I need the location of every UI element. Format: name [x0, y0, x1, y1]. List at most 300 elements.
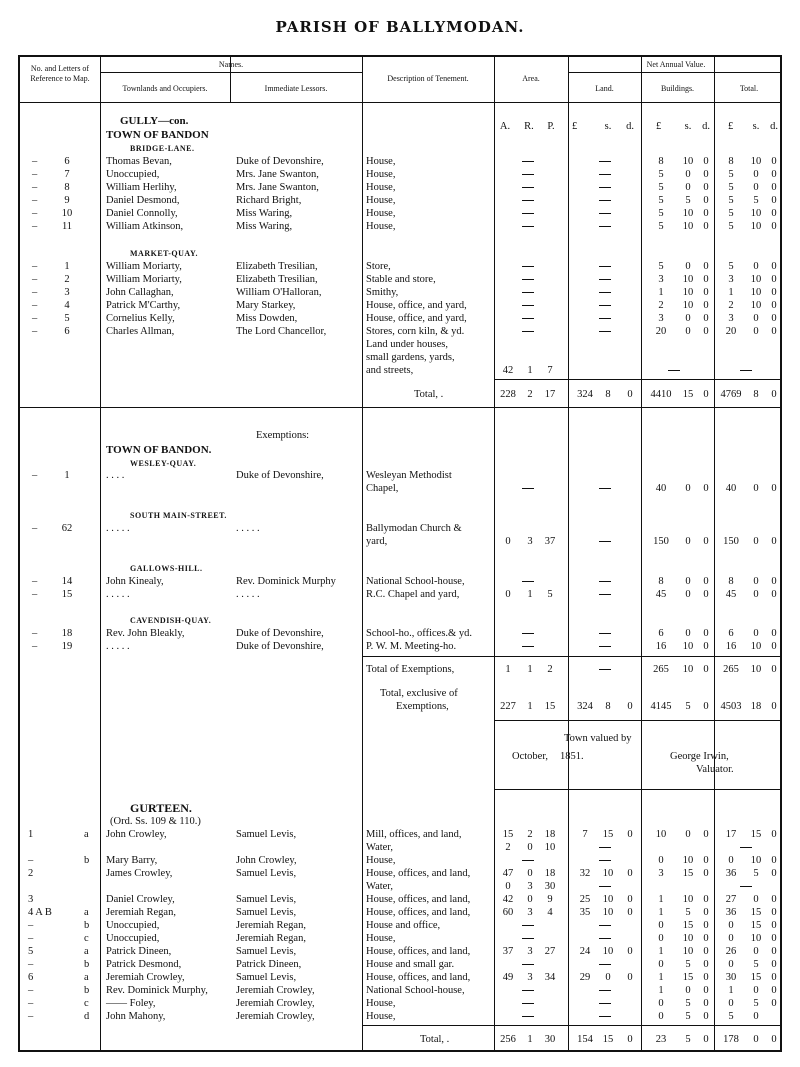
occupier: William Herlihy,	[106, 182, 177, 193]
valuer-role: Valuator.	[696, 764, 734, 775]
total-shillings: 0	[753, 985, 759, 996]
ref-number: 6	[64, 326, 70, 337]
lessor: Jeremiah Crowley,	[236, 1011, 315, 1022]
table-row	[20, 893, 784, 906]
dash-mark	[522, 646, 534, 647]
occupier: Jeremiah Crowley,	[106, 972, 185, 983]
buildings-pence: 0	[703, 300, 709, 311]
row-rule	[362, 656, 780, 657]
dash-mark	[522, 279, 534, 280]
land-pounds: 324	[577, 389, 593, 400]
total-shillings: 0	[753, 483, 759, 494]
total-shillings: 10	[750, 300, 762, 311]
table-row	[20, 535, 784, 548]
ref-number: –	[28, 1011, 34, 1022]
land-shillings: 10	[602, 907, 614, 918]
dash-mark	[522, 633, 534, 634]
buildings-pounds: 1	[658, 985, 664, 996]
land-pence: 0	[627, 894, 633, 905]
ref-dash: –	[32, 300, 38, 311]
area-shillings: 3	[527, 972, 533, 983]
table-row	[20, 997, 784, 1010]
ref-dash: –	[32, 156, 38, 167]
total-unit-shillings: s.	[752, 121, 760, 132]
land-dash	[572, 997, 638, 1010]
total-pence: 0	[771, 959, 777, 970]
total-pence: 0	[771, 868, 777, 879]
total-label: Total of Exemptions,	[366, 664, 455, 675]
dash-mark	[599, 1016, 611, 1017]
lessor: Jeremiah Regan,	[236, 933, 306, 944]
area-pence: 18	[544, 868, 556, 879]
section-title	[20, 802, 784, 815]
ref-letter: b	[84, 959, 90, 970]
ref-letter: a	[84, 972, 89, 983]
south-main-street-heading: SOUTH MAIN-STREET.	[130, 511, 227, 520]
buildings-pence: 0	[703, 829, 709, 840]
header-names: Names.	[218, 60, 244, 69]
total-pounds: 265	[723, 664, 739, 675]
total-pounds: 36	[725, 868, 737, 879]
buildings-pence: 0	[703, 641, 709, 652]
total-shillings: 5	[753, 959, 759, 970]
area-dash	[496, 854, 560, 867]
land-dash	[572, 841, 638, 854]
town-heading	[20, 129, 784, 142]
total-unit-pence: d.	[770, 121, 778, 132]
total-pence: 0	[771, 641, 777, 652]
area-pounds: 60	[502, 907, 514, 918]
buildings-shillings: 0	[685, 829, 691, 840]
land-dash	[572, 880, 638, 893]
land-dash	[572, 854, 638, 867]
table-row	[20, 971, 784, 984]
land-unit-pence: d.	[626, 121, 634, 132]
cavendish-quay-heading: CAVENDISH-QUAY.	[130, 616, 212, 625]
lessor: Richard Bright,	[236, 195, 302, 206]
area-pounds: 228	[500, 389, 516, 400]
total-row	[20, 1033, 784, 1046]
dash-mark	[522, 305, 534, 306]
total-shillings: 10	[750, 641, 762, 652]
ref-dash: –	[32, 313, 38, 324]
buildings-pounds: 5	[658, 195, 664, 206]
land-dash	[572, 919, 638, 932]
occupier: —— Foley,	[106, 998, 156, 1009]
total-pounds: 8	[728, 156, 734, 167]
land-shillings: 8	[605, 389, 611, 400]
ref-number: 6	[28, 972, 34, 983]
dash-mark	[599, 174, 611, 175]
area-dash	[496, 627, 560, 640]
occupier: Unoccupied,	[106, 169, 160, 180]
land-pence: 0	[627, 868, 633, 879]
buildings-pence: 0	[703, 933, 709, 944]
lessor: Mrs. Jane Swanton,	[236, 182, 319, 193]
total-pence: 0	[771, 664, 777, 675]
table-row	[20, 325, 784, 338]
land-dash	[572, 588, 638, 601]
lessor: Samuel Levis,	[236, 972, 297, 983]
ref-number: 4	[64, 300, 70, 311]
ref-dash: –	[32, 195, 38, 206]
buildings-pounds: 8	[658, 156, 664, 167]
land-dash	[572, 958, 638, 971]
total-row	[20, 663, 784, 676]
dash-mark	[522, 990, 534, 991]
table-row	[20, 207, 784, 220]
buildings-pence: 0	[703, 855, 709, 866]
description: Store,	[366, 261, 391, 272]
dash-mark	[599, 646, 611, 647]
header-area: Area.	[522, 74, 540, 83]
dash-mark	[522, 187, 534, 188]
ref-number: 62	[61, 523, 73, 534]
total-pounds: 20	[725, 326, 737, 337]
table-row	[20, 338, 784, 351]
ref-number: 1	[64, 470, 70, 481]
total-pence: 0	[771, 1034, 777, 1045]
area-pence: 7	[547, 365, 553, 376]
total-pounds: 40	[725, 483, 737, 494]
table-row	[20, 312, 784, 325]
header-net-annual-value: Net Annual Value.	[646, 60, 706, 69]
ref-number: 3	[64, 287, 70, 298]
buildings-pence: 0	[703, 701, 709, 712]
area-dash	[496, 220, 560, 233]
buildings-pounds: 4145	[650, 701, 672, 712]
table-row	[20, 286, 784, 299]
buildings-shillings: 5	[685, 959, 691, 970]
ref-number: 19	[61, 641, 73, 652]
table-row	[20, 351, 784, 364]
buildings-pence: 0	[703, 1034, 709, 1045]
lessor: Miss Waring,	[236, 221, 293, 232]
dash-mark	[522, 1016, 534, 1017]
occupier: Rev. Dominick Murphy,	[106, 985, 208, 996]
ref-letter: a	[84, 907, 89, 918]
table-row	[20, 194, 784, 207]
street-heading	[20, 509, 784, 522]
buildings-pence: 0	[703, 169, 709, 180]
buildings-pounds: 2	[658, 300, 664, 311]
table-row	[20, 260, 784, 273]
ref-number: 1	[28, 829, 34, 840]
buildings-pence: 0	[703, 959, 709, 970]
total-pounds: 0	[728, 998, 734, 1009]
total-pence: 0	[771, 274, 777, 285]
buildings-pounds: 265	[653, 664, 669, 675]
dash-mark	[599, 925, 611, 926]
buildings-pence: 0	[703, 208, 709, 219]
buildings-shillings: 5	[685, 998, 691, 1009]
buildings-pounds: 0	[658, 1011, 664, 1022]
area-pounds: 47	[502, 868, 514, 879]
buildings-pence: 0	[703, 946, 709, 957]
total-shillings: 10	[750, 274, 762, 285]
description: Smithy,	[366, 287, 399, 298]
area-dash	[496, 919, 560, 932]
land-pounds: 24	[579, 946, 591, 957]
dash-mark	[522, 226, 534, 227]
description: House,	[366, 169, 396, 180]
area-dash	[496, 168, 560, 181]
total-dash	[716, 364, 776, 377]
total-pence: 0	[771, 208, 777, 219]
occupier: Patrick Dineen,	[106, 946, 172, 957]
buildings-pence: 0	[703, 536, 709, 547]
total-shillings: 10	[750, 156, 762, 167]
lessor: . . . . .	[236, 523, 260, 534]
ref-number: –	[28, 998, 34, 1009]
description: House and office,	[366, 920, 441, 931]
description: National School-house,	[366, 576, 465, 587]
total-pounds: 16	[725, 641, 737, 652]
buildings-shillings: 0	[685, 326, 691, 337]
table-row	[20, 482, 784, 495]
total-row	[20, 388, 784, 401]
table-row	[20, 575, 784, 588]
area-dash	[496, 1010, 560, 1023]
ref-letter: b	[84, 985, 90, 996]
ref-number: –	[28, 920, 34, 931]
dash-mark	[599, 213, 611, 214]
dash-mark	[522, 964, 534, 965]
dash-mark	[522, 488, 534, 489]
description: Ballymodan Church &	[366, 523, 462, 534]
description: Water,	[366, 842, 394, 853]
description: House, office, and yard,	[366, 313, 467, 324]
area-pence: 27	[544, 946, 556, 957]
buildings-pounds: 3	[658, 313, 664, 324]
land-dash	[572, 663, 638, 676]
total-pounds: 3	[728, 313, 734, 324]
land-dash	[572, 168, 638, 181]
land-shillings: 0	[605, 972, 611, 983]
unit-roods: R.	[524, 121, 534, 132]
section-gurteen-title: GURTEEN.	[130, 801, 192, 815]
buildings-pence: 0	[703, 261, 709, 272]
total-shillings: 0	[753, 1011, 759, 1022]
dash-mark	[522, 200, 534, 201]
area-dash	[496, 325, 560, 338]
ref-letter: d	[84, 1011, 90, 1022]
ref-letter: b	[84, 855, 90, 866]
area-dash	[496, 640, 560, 653]
street-heading	[20, 614, 784, 627]
buildings-pence: 0	[703, 389, 709, 400]
land-dash	[572, 535, 638, 548]
total-pence: 0	[771, 855, 777, 866]
description: Land under houses,	[366, 339, 448, 350]
buildings-pounds: 1	[658, 894, 664, 905]
buildings-shillings: 0	[685, 576, 691, 587]
dash-mark	[599, 633, 611, 634]
buildings-pounds: 5	[658, 261, 664, 272]
land-dash	[572, 325, 638, 338]
total-pounds: 4503	[720, 701, 742, 712]
table-row	[20, 155, 784, 168]
dash-mark	[599, 488, 611, 489]
occupier: Rev. John Bleakly,	[106, 628, 185, 639]
total-pounds: 5	[728, 1011, 734, 1022]
total-pounds: 26	[725, 946, 737, 957]
row-rule	[362, 1025, 780, 1026]
unit-acres: A.	[499, 121, 511, 132]
description: House, office, and yard,	[366, 300, 467, 311]
total-shillings: 10	[750, 208, 762, 219]
area-pence: 30	[544, 1034, 556, 1045]
dash-mark	[522, 860, 534, 861]
total-pounds: 45	[725, 589, 737, 600]
header-ref: No. and Letters of Reference to Map.	[30, 64, 90, 83]
buildings-pence: 0	[703, 985, 709, 996]
dash-mark	[522, 174, 534, 175]
buildings-shillings: 5	[685, 1034, 691, 1045]
occupier: John Kinealy,	[106, 576, 164, 587]
description: House,	[366, 855, 396, 866]
ref-dash: –	[32, 641, 38, 652]
total-pence: 0	[771, 326, 777, 337]
description: House, offices, and land,	[366, 946, 471, 957]
wesley-quay-heading: WESLEY-QUAY.	[130, 459, 197, 468]
lessor: Samuel Levis,	[236, 907, 297, 918]
ref-letter: a	[84, 946, 89, 957]
buildings-pounds: 8	[658, 576, 664, 587]
buildings-pence: 0	[703, 920, 709, 931]
table-row	[20, 627, 784, 640]
total-shillings: 0	[753, 261, 759, 272]
description: House,	[366, 998, 396, 1009]
description: House,	[366, 156, 396, 167]
street-heading	[20, 142, 784, 155]
land-pounds: 324	[577, 701, 593, 712]
dash-mark	[522, 161, 534, 162]
total-pounds: 5	[728, 169, 734, 180]
area-shillings: 1	[527, 365, 533, 376]
description: House, offices, and land,	[366, 972, 471, 983]
land-pence: 0	[627, 389, 633, 400]
occupier: Patrick Desmond,	[106, 959, 182, 970]
area-dash	[496, 155, 560, 168]
total-shillings: 0	[753, 1034, 759, 1045]
total-pence: 0	[771, 389, 777, 400]
town-heading	[20, 444, 784, 457]
buildings-pounds: 16	[655, 641, 667, 652]
ref-number: 18	[61, 628, 73, 639]
occupier: Daniel Connolly,	[106, 208, 178, 219]
total-label: Exemptions,	[396, 701, 449, 712]
area-pence: 2	[547, 664, 553, 675]
description: Water,	[366, 881, 394, 892]
area-dash	[496, 932, 560, 945]
occupier: . . . . .	[106, 589, 130, 600]
buildings-pence: 0	[703, 589, 709, 600]
area-shillings: 1	[527, 1034, 533, 1045]
total-shillings: 5	[753, 195, 759, 206]
total-pence: 0	[771, 313, 777, 324]
buildings-pence: 0	[703, 182, 709, 193]
description: Chapel,	[366, 483, 399, 494]
buildings-shillings: 5	[685, 907, 691, 918]
total-pounds: 27	[725, 894, 737, 905]
ref-dash: –	[32, 169, 38, 180]
total-shillings: 0	[753, 169, 759, 180]
dash-mark	[599, 292, 611, 293]
total-shillings: 8	[753, 389, 759, 400]
total-shillings: 15	[750, 920, 762, 931]
lessor: Elizabeth Tresilian,	[236, 274, 318, 285]
land-dash	[572, 273, 638, 286]
row-rule	[494, 789, 780, 790]
area-dash	[496, 997, 560, 1010]
land-dash	[572, 220, 638, 233]
dash-mark	[599, 886, 611, 887]
area-pounds: 37	[502, 946, 514, 957]
buildings-shillings: 5	[685, 701, 691, 712]
total-pounds: 5	[728, 221, 734, 232]
area-shillings: 3	[527, 881, 533, 892]
valuation-year: 1851.	[560, 751, 584, 762]
lessor: Mary Starkey,	[236, 300, 296, 311]
buildings-shillings: 0	[685, 589, 691, 600]
table-row	[20, 984, 784, 997]
total-pence: 0	[771, 894, 777, 905]
lessor: Samuel Levis,	[236, 894, 297, 905]
total-pence: 0	[771, 182, 777, 193]
total-dash	[716, 880, 776, 893]
area-dash	[496, 181, 560, 194]
area-pence: 4	[547, 907, 553, 918]
dash-mark	[522, 1003, 534, 1004]
lessor: The Lord Chancellor,	[236, 326, 327, 337]
total-shillings: 10	[750, 855, 762, 866]
area-pence: 18	[544, 829, 556, 840]
dash-mark	[522, 213, 534, 214]
total-pence: 0	[771, 907, 777, 918]
lessor: Jeremiah Regan,	[236, 920, 306, 931]
ref-dash: –	[32, 628, 38, 639]
table-row	[20, 828, 784, 841]
total-pence: 0	[771, 933, 777, 944]
land-dash	[572, 575, 638, 588]
area-dash	[496, 958, 560, 971]
header-lessors: Immediate Lessors.	[264, 84, 328, 93]
buildings-pounds: 5	[658, 221, 664, 232]
land-dash	[572, 207, 638, 220]
ref-letter: c	[84, 933, 89, 944]
market-quay-heading: MARKET-QUAY.	[130, 249, 199, 258]
land-pounds: 32	[579, 868, 591, 879]
total-pounds: 4769	[720, 389, 742, 400]
land-dash	[572, 181, 638, 194]
table-row	[20, 867, 784, 880]
area-shillings: 1	[527, 589, 533, 600]
table-row	[20, 588, 784, 601]
land-shillings: 10	[602, 894, 614, 905]
buildings-pounds: 20	[655, 326, 667, 337]
land-pence: 0	[627, 972, 633, 983]
occupier: Charles Allman,	[106, 326, 175, 337]
description: yard,	[366, 536, 388, 547]
buildings-pence: 0	[703, 868, 709, 879]
ref-dash: –	[32, 274, 38, 285]
buildings-pounds: 6	[658, 628, 664, 639]
buildings-pence: 0	[703, 156, 709, 167]
lessor: Samuel Levis,	[236, 868, 297, 879]
area-pence: 37	[544, 536, 556, 547]
total-shillings: 15	[750, 829, 762, 840]
